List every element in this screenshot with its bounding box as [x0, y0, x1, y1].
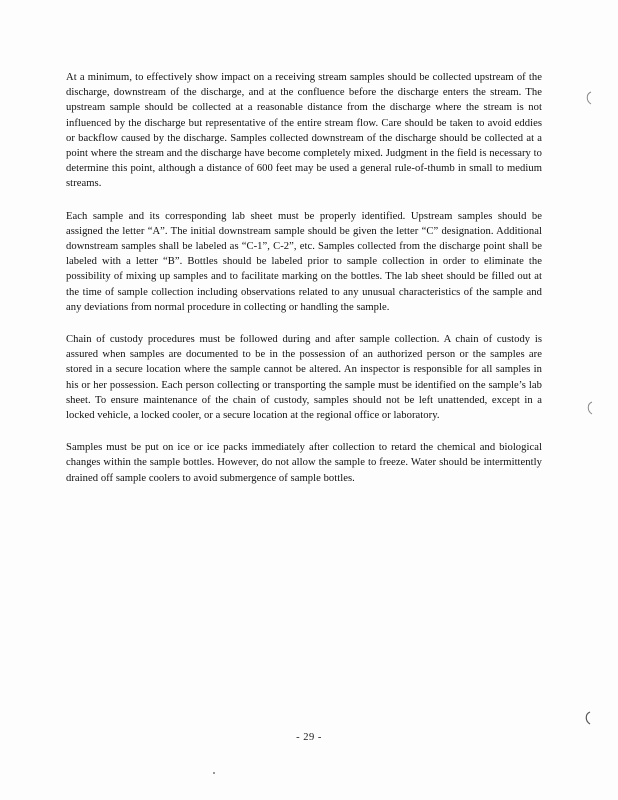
paragraph-sample-preservation: Samples must be put on ice or ice packs immediately after collection to retard the chemical and biological changes within the sample bottles. However, do not allow the sample to freeze. Water should be intermittently drained off sample coolers to avoid submergence of sample bottles.	[66, 442, 542, 484]
binding-hole-mark-bottom	[582, 710, 592, 726]
paragraph-chain-of-custody: Chain of custody procedures must be followed during and after sample collection. A chain of custody is assured when samples are documented to be in the possession of an authorized person or the samples are stored in a secure location where the sample cannot be altered. An inspector is responsible for all samples in his or her possession. Each person collecting or transporting the sample must be identified on the sample’s lab sheet. To ensure maintenance of the chain of custody, samples should not be left unattended, except in a locked vehicle, a locked cooler, or a secure location at the regional office or laboratory.	[66, 334, 542, 422]
binding-hole-mark-middle	[584, 400, 594, 416]
binding-hole-mark-top	[583, 90, 593, 106]
paragraph-sample-identification: Each sample and its corresponding lab sheet must be properly identified. Upstream samples should be assigned the letter “A”. The initial downstream sample should be given the letter “C” designation. Additional downstream samples shall be labeled as “C-1”, C-2”, etc. Samples collected from the discharge point shall be labeled with a letter “B”. Bottles should be labeled prior to sample collection in order to eliminate the possibility of mixing up samples and to facilitate marking on the bottles. The lab sheet should be filled out at the time of sample collection including observations related to any unusual characteristics of the sample and any deviations from normal procedure in collecting or handling the sample.	[66, 210, 542, 313]
document-body	[66, 70, 542, 503]
scan-speck	[213, 772, 215, 774]
paragraph-sampling-locations: At a minimum, to effectively show impact on a receiving stream samples should be collected upstream of the discharge, downstream of the discharge, and at the confluence before the discharge enters the stream. The upstream sample should be collected at a reasonable distance from the discharge where the stream is not influenced by the discharge but representative of the entire stream flow. Care should be taken to avoid eddies or backflow caused by the discharge. Samples collected downstream of the discharge should be collected at a point where the stream and the discharge have become completely mixed. Judgment in the field is necessary to determine this point, although a distance of 600 feet may be used a general rule-of-thumb in small to medium streams.	[66, 72, 542, 190]
page-number: - 29 -	[296, 732, 322, 743]
